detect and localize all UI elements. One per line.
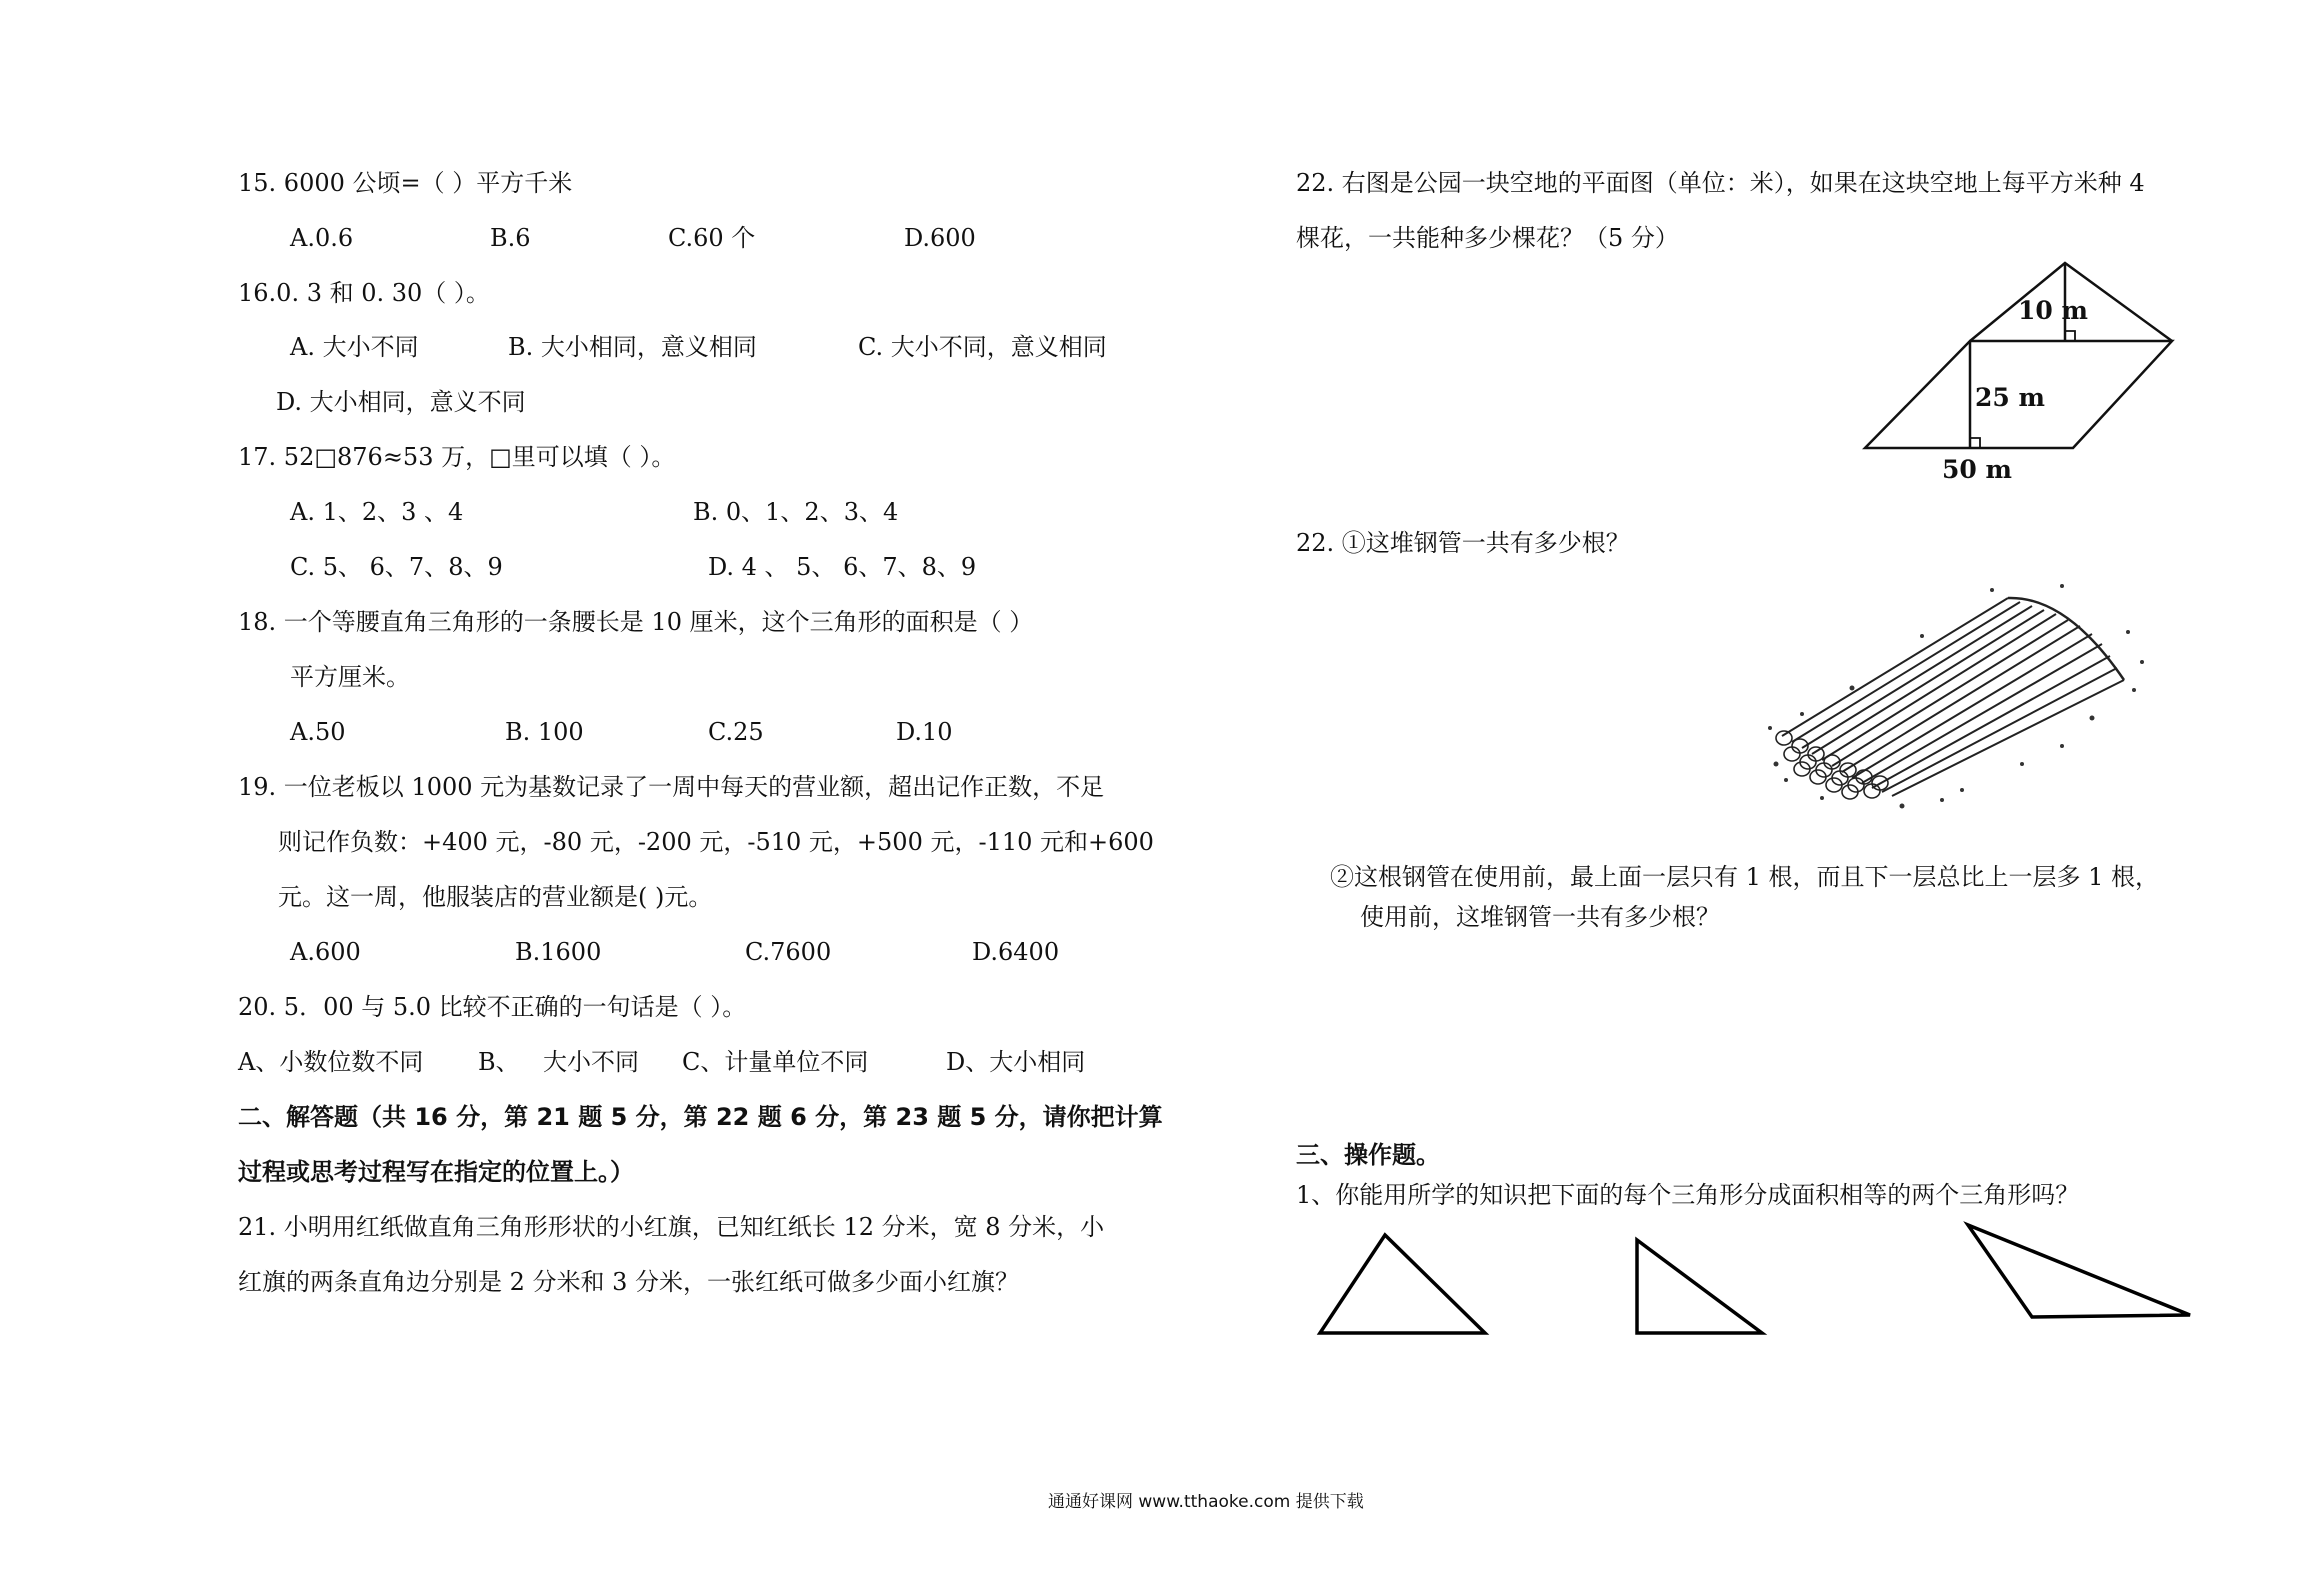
label-25m: 25 m xyxy=(1975,383,2045,412)
q17-option-b: B. 0、1、2、3、4 xyxy=(693,498,899,526)
q22b-stem: 22. ①这堆钢管一共有多少根？ xyxy=(1296,529,1630,557)
q17-option-a: A. 1、2、3 、4 xyxy=(290,498,464,526)
q19-option-b: B.1600 xyxy=(515,938,602,966)
footer-source: 通通好课网 www.tthaoke.com 提供下载 xyxy=(1048,1492,1364,1512)
q15-option-c: C.60 个 xyxy=(668,224,756,252)
triangles-figure xyxy=(1320,1215,2200,1350)
triangle-2 xyxy=(1637,1240,1762,1333)
right-angle-mark-top xyxy=(2065,331,2075,341)
q18-option-c: C.25 xyxy=(708,718,764,746)
q16-option-c: C. 大小不同，意义相同 xyxy=(858,333,1107,361)
q19-option-c: C.7600 xyxy=(745,938,832,966)
q18-option-d: D.10 xyxy=(896,718,953,746)
q22b-line1: ②这根钢管在使用前，最上面一层只有 1 根，而且下一层总比上一层多 1 根， xyxy=(1330,863,2160,891)
q16-option-a: A. 大小不同 xyxy=(290,333,419,361)
q19-option-a: A.600 xyxy=(290,938,361,966)
q20-stem: 20. 5．00 与 5.0 比较不正确的一句话是（ ）。 xyxy=(238,993,747,1021)
q16-option-d: D. 大小相同，意义不同 xyxy=(276,388,526,416)
steel-pipe-pile-illustration xyxy=(1762,568,2172,813)
q20-option-b: B、 xyxy=(478,1048,520,1076)
q19-line1: 19. 一位老板以 1000 元为基数记录了一周中每天的营业额，超出记作正数，不足 xyxy=(238,773,1105,801)
q20-option-c: C、计量单位不同 xyxy=(682,1048,869,1076)
q17-option-c: C. 5、 6、7、8、9 xyxy=(290,553,503,581)
q18-option-b: B. 100 xyxy=(505,718,584,746)
q17-option-d: D. 4 、 5、 6、7、8、9 xyxy=(708,553,977,581)
q18-stem-line2: 平方厘米。 xyxy=(290,663,410,691)
section2-heading-line2: 过程或思考过程写在指定的位置上。） xyxy=(238,1158,634,1186)
q18-option-a: A.50 xyxy=(290,718,346,746)
section2-heading-line1: 二、解答题（共 16 分，第 21 题 5 分，第 22 题 6 分，第 23 题 5 分，请你把计算 xyxy=(238,1103,1163,1131)
q22b-line2: 使用前，这堆钢管一共有多少根？ xyxy=(1360,903,1720,931)
q16-option-b: B. 大小相同，意义相同 xyxy=(508,333,757,361)
q15-option-a: A.0.6 xyxy=(290,224,354,252)
section3-heading: 三、操作题。 xyxy=(1296,1141,1440,1169)
right-angle-mark-bottom xyxy=(1970,438,1980,448)
q20-option-b-text: 大小不同 xyxy=(543,1048,639,1076)
q21-line1: 21. 小明用红纸做直角三角形形状的小红旗，已知红纸长 12 分米，宽 8 分米，小 xyxy=(238,1213,1105,1241)
q22a-line1: 22. 右图是公园一块空地的平面图（单位：米），如果在这块空地上每平方米种 4 xyxy=(1296,169,2145,197)
q19-line2: 则记作负数：+400 元，-80 元，-200 元，-510 元，+500 元，-110 元和+600 xyxy=(278,828,1154,856)
section3-q1: 1、你能用所学的知识把下面的每个三角形分成面积相等的两个三角形吗？ xyxy=(1296,1181,2080,1209)
q20-option-d: D、大小相同 xyxy=(946,1048,1086,1076)
q17-stem: 17. 52□876≈53 万，□里可以填（ ）。 xyxy=(238,443,676,471)
q19-option-d: D.6400 xyxy=(972,938,1060,966)
q18-stem-line1: 18. 一个等腰直角三角形的一条腰长是 10 厘米，这个三角形的面积是（ ） xyxy=(238,608,1034,636)
q20-option-a: A、小数位数不同 xyxy=(238,1048,424,1076)
q19-line3: 元。这一周，他服装店的营业额是( )元。 xyxy=(278,883,713,911)
q16-stem: 16.0. 3 和 0. 30（ ）。 xyxy=(238,279,490,307)
q21-line2: 红旗的两条直角边分别是 2 分米和 3 分米，一张红纸可做多少面小红旗？ xyxy=(238,1268,1020,1296)
triangle-1 xyxy=(1320,1235,1485,1333)
park-plan-figure xyxy=(1850,255,2190,484)
q15-option-b: B.6 xyxy=(490,224,531,252)
q22a-line2: 棵花，一共能种多少棵花？（5 分） xyxy=(1296,224,1679,252)
label-50m: 50 m xyxy=(1942,455,2012,484)
q15-option-d: D.600 xyxy=(904,224,976,252)
q15-stem: 15. 6000 公顷=（ ）平方千米 xyxy=(238,169,573,197)
label-10m: 10 m xyxy=(2018,296,2088,325)
triangle-3 xyxy=(1968,1225,2190,1317)
